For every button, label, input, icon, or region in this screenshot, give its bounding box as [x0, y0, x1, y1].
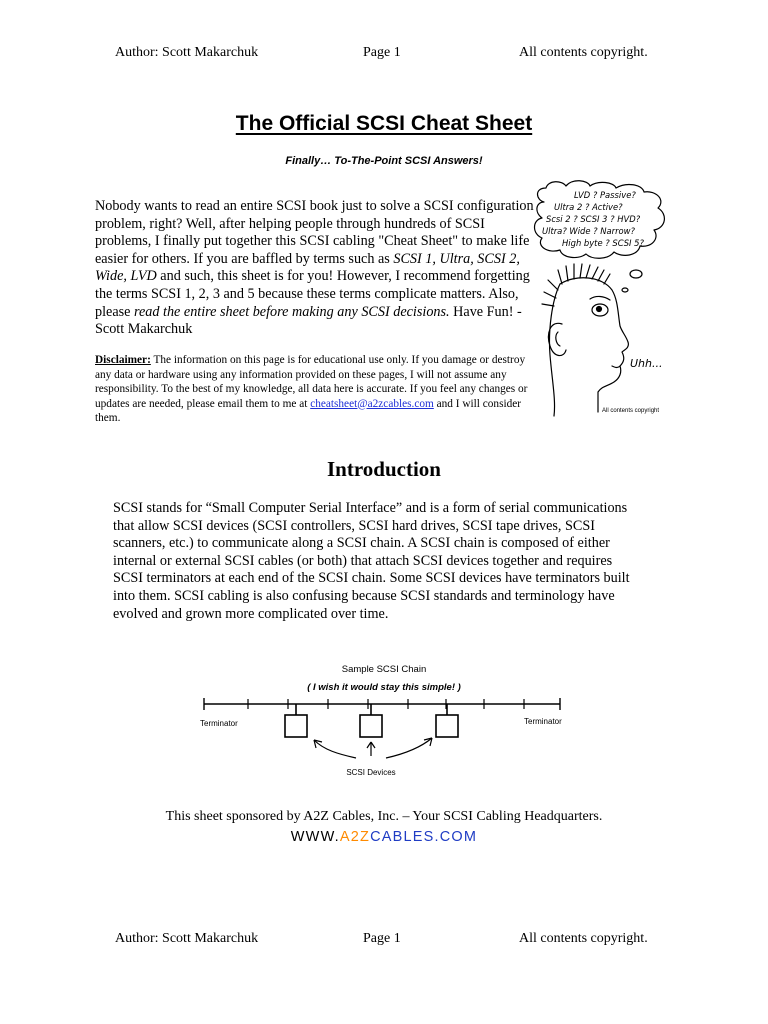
scsi-device-box-2 — [360, 715, 382, 737]
scsi-device-box-1 — [285, 715, 307, 737]
website-www: WWW. — [290, 829, 340, 845]
eyebrow — [590, 296, 610, 300]
intro-text-2: and such, this sheet is for you! However, I recommend forgetting the terms SCSI 1, 2, 3 and 5 because these terms complicate matters. Also, please — [95, 268, 530, 320]
hair-spikes — [542, 264, 610, 306]
head-outline — [560, 278, 628, 412]
intro-text-1: Nobody wants to read an entire SCSI book just to solve a SCSI configuration problem, right? Well, after helping people through hundreds of SCSI problems, I finally put together this SCSI cabling "Cheat Sheet" to make life easier for others. If you are baffled by terms such as — [95, 198, 534, 267]
intro-paragraph — [95, 198, 535, 339]
header-author: Author: Scott Makarchuk — [115, 45, 259, 60]
confused-person-cartoon — [532, 180, 677, 420]
sponsor-line: This sheet sponsored by A2Z Cables, Inc. – Your SCSI Cabling Headquarters. — [165, 809, 603, 824]
thought-line-1: LVD ? Passive? — [574, 190, 636, 200]
ear-inner — [556, 332, 560, 346]
disclaimer-label: Disclaimer: — [95, 354, 151, 366]
thought-line-2: Ultra 2 ? Active? — [554, 202, 623, 212]
pupil — [597, 307, 602, 312]
thought-line-3: Scsi 2 ? SCSI 3 ? HVD? — [546, 214, 641, 224]
mouth — [612, 366, 620, 368]
footer-author: Author: Scott Makarchuk — [115, 931, 259, 946]
page-header — [0, 45, 768, 65]
intro-advice: read the entire sheet before making any SCSI decisions. — [134, 303, 450, 320]
speech-uhh: Uhh... — [630, 357, 663, 370]
page-footer — [0, 931, 768, 951]
thought-text — [542, 190, 644, 248]
introduction-body: SCSI stands for “Small Computer Serial Interface” and is a form of serial communications that allow SCSI devices (SCSI controllers, SCSI hard drives, SCSI tape drives, SCSI scanners, etc.) to communicate along a SCSI chain. A SCSI chain is composed of either internal or external SCSI cables (or both) that attach SCSI devices together and requires SCSI terminators at each end of the SCSI chain. Some SCSI devices have terminators built into them. SCSI cabling is also confusing because SCSI standards and terminology have evolved and grown more complicated over time. — [113, 500, 630, 622]
header-page-number: Page 1 — [363, 45, 401, 60]
cartoon-copyright: All contents copyright — [602, 408, 660, 414]
terminator-left-label: Terminator — [200, 719, 238, 728]
intro-text-3: Have Fun! - Scott Makarchuk — [95, 303, 522, 338]
scsi-chain-diagram — [188, 660, 580, 784]
introduction-heading: Introduction — [327, 457, 441, 481]
disclaimer-tail: and I will consider them. — [95, 397, 522, 424]
website-a2z: A2Z — [339, 829, 371, 845]
intro-terms: SCSI 1, Ultra, SCSI 2, Wide, LVD — [95, 250, 520, 285]
thought-bubble-small — [622, 288, 628, 292]
header-copyright: All contents copyright. — [519, 45, 648, 60]
scsi-devices-label: SCSI Devices — [346, 768, 396, 777]
diagram-subtitle: ( I wish it would stay this simple! ) — [307, 682, 461, 693]
document-subtitle: Finally… To-The-Point SCSI Answers! — [285, 155, 483, 167]
terminator-right-label: Terminator — [524, 717, 562, 726]
thought-line-4: Ultra? Wide ? Narrow? — [542, 226, 635, 236]
footer-page-number: Page 1 — [363, 931, 401, 946]
thought-bubble-large — [630, 270, 642, 278]
scsi-device-box-3 — [436, 715, 458, 737]
document-title: The Official SCSI Cheat Sheet — [235, 112, 533, 135]
thought-line-5: High byte ? SCSI 5? — [562, 238, 644, 248]
disclaimer-text: The information on this page is for educational use only. If you damage or destroy any data or hardware using any information provided on these pages, I will not assume any responsibility. To the best of my knowledge, all data here is accurate. If you feel any changes or updates are needed, please email them to me at — [95, 354, 528, 410]
disclaimer — [95, 353, 535, 426]
footer-copyright: All contents copyright. — [519, 931, 648, 946]
website-link[interactable] — [0, 829, 768, 845]
ear — [549, 323, 567, 355]
email-link[interactable]: cheatsheet@a2zcables.com — [310, 397, 434, 410]
device-arrows — [314, 738, 432, 758]
website-cables: CABLES.COM — [370, 829, 478, 845]
diagram-title: Sample SCSI Chain — [341, 664, 427, 675]
